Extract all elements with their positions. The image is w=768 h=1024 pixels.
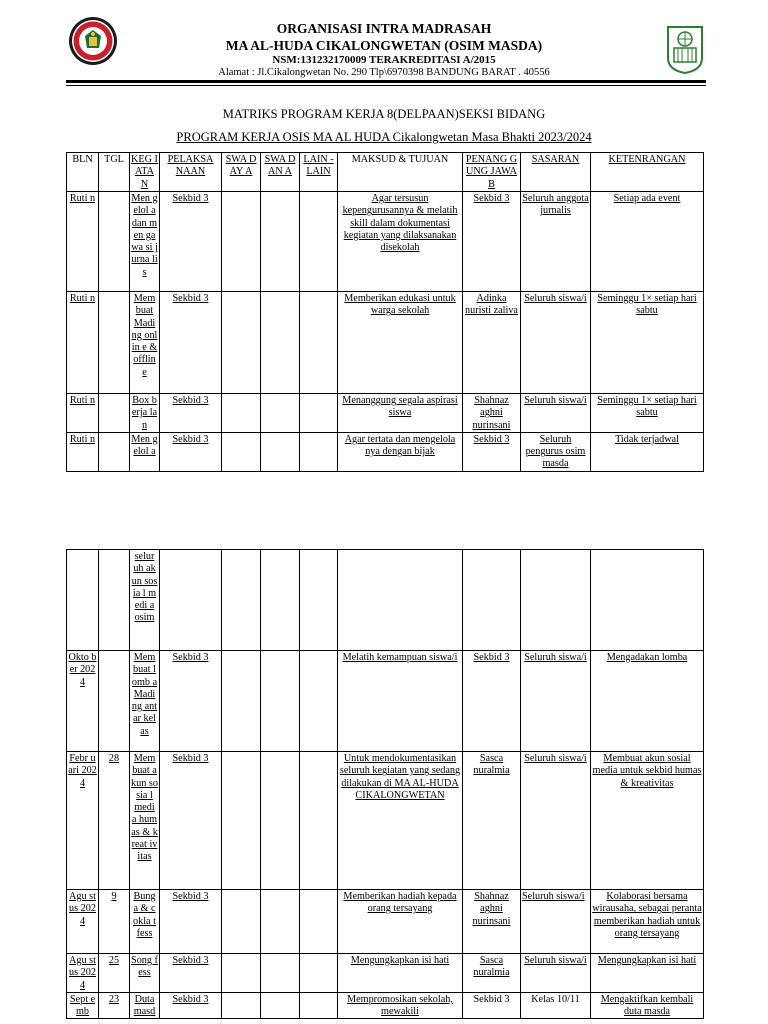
cell-keterangan: Kolaborasi bersama wirausaha, sebagai peranta memberikan hadiah untuk orang tersayang bbox=[591, 890, 704, 954]
cell-kegiatan: Duta masd bbox=[130, 992, 160, 1019]
cell-swadaya bbox=[222, 752, 261, 890]
school-name: MA AL-HUDA CIKALONGWETAN (OSIM MASDA) bbox=[225, 38, 543, 53]
cell-swadana bbox=[261, 890, 300, 954]
cell-pelaksanaan: Sekbid 3 bbox=[160, 954, 222, 993]
table-row bbox=[67, 651, 704, 752]
col-header-sasaran: SASARAN bbox=[521, 153, 591, 192]
cell-swadaya bbox=[222, 432, 261, 471]
cell-pelaksanaan: Sekbid 3 bbox=[160, 992, 222, 1019]
organization-title: ORGANISASI INTRA MADRASAH bbox=[276, 21, 492, 36]
cell-lain bbox=[300, 192, 338, 292]
cell-sasaran: Seluruh siswa/i bbox=[521, 954, 591, 993]
cell-swadaya bbox=[222, 550, 261, 651]
cell-keterangan: Seminggu 1× setiap hari sabtu bbox=[591, 394, 704, 433]
cell-kegiatan: Song fess bbox=[130, 954, 160, 993]
cell-penanggung: Sekbid 3 bbox=[463, 192, 521, 292]
cell-sasaran: Seluruh siswa/i bbox=[521, 890, 591, 954]
program-table-page-2 bbox=[66, 549, 704, 1019]
col-header-lain: LAIN - LAIN bbox=[300, 153, 338, 192]
cell-penanggung: Sasca nuralmia bbox=[463, 752, 521, 890]
cell-swadana bbox=[261, 752, 300, 890]
cell-maksud: Melatih kemampuan siswa/i bbox=[338, 651, 463, 752]
table-row bbox=[67, 954, 704, 993]
table-row bbox=[67, 752, 704, 890]
cell-sasaran: Seluruh anggota jurnalis bbox=[521, 192, 591, 292]
cell-pelaksanaan: Sekbid 3 bbox=[160, 394, 222, 433]
cell-bln: Sept emb bbox=[67, 992, 99, 1019]
cell-maksud: Mempromosikan sekolah, mewakili bbox=[338, 992, 463, 1019]
cell-keterangan: Seminggu 1× setiap hari sabtu bbox=[591, 292, 704, 394]
cell-pelaksanaan: Sekbid 3 bbox=[160, 890, 222, 954]
cell-pelaksanaan: Sekbid 3 bbox=[160, 192, 222, 292]
cell-sasaran: Seluruh siswa/i bbox=[521, 752, 591, 890]
cell-swadana bbox=[261, 954, 300, 993]
cell-maksud: Mengungkapkan isi hati bbox=[338, 954, 463, 993]
cell-swadaya bbox=[222, 651, 261, 752]
cell-sasaran: Kelas 10/11 bbox=[521, 992, 591, 1019]
cell-swadaya bbox=[222, 192, 261, 292]
table-row bbox=[67, 394, 704, 433]
document-subtitle: PROGRAM KERJA OSIS MA AL HUDA Cikalongwetan Masa Bhakti 2023/2024 bbox=[176, 130, 592, 144]
cell-bln: Ruti n bbox=[67, 292, 99, 394]
cell-keterangan: Mengadakan lomba bbox=[591, 651, 704, 752]
cell-swadana bbox=[261, 292, 300, 394]
cell-lain bbox=[300, 651, 338, 752]
cell-swadana bbox=[261, 651, 300, 752]
cell-swadaya bbox=[222, 394, 261, 433]
table-row bbox=[67, 550, 704, 651]
cell-keterangan bbox=[591, 550, 704, 651]
cell-bln bbox=[67, 550, 99, 651]
cell-sasaran: Seluruh siswa/i bbox=[521, 394, 591, 433]
col-header-maksud: MAKSUD & TUJUAN bbox=[338, 153, 463, 192]
cell-kegiatan: Mem buat lomb a Madi ng antar kelas bbox=[130, 651, 160, 752]
cell-tgl bbox=[99, 192, 130, 292]
cell-lain bbox=[300, 292, 338, 394]
cell-swadaya bbox=[222, 992, 261, 1019]
cell-penanggung: Shahnaz aghni nurinsani bbox=[463, 890, 521, 954]
col-header-keterangan: KETENRANGAN bbox=[591, 153, 704, 192]
document-title: MATRIKS PROGRAM KERJA 8(DELPAAN)SEKSI BIDANG bbox=[222, 107, 546, 121]
cell-lain bbox=[300, 394, 338, 433]
cell-penanggung: Shahnaz aghni nurinsani bbox=[463, 394, 521, 433]
cell-pelaksanaan: Sekbid 3 bbox=[160, 292, 222, 394]
cell-swadaya bbox=[222, 954, 261, 993]
cell-keterangan: Membuat akun sosial media untuk sekbid humas & kreativitas bbox=[591, 752, 704, 890]
cell-penanggung: Sekbid 3 bbox=[463, 992, 521, 1019]
cell-swadana bbox=[261, 992, 300, 1019]
cell-maksud: Memberikan edukasi untuk warga sekolah bbox=[338, 292, 463, 394]
cell-lain bbox=[300, 890, 338, 954]
cell-tgl bbox=[99, 550, 130, 651]
cell-tgl bbox=[99, 432, 130, 471]
cell-kegiatan: Men gelol a bbox=[130, 432, 160, 471]
cell-keterangan: Setiap ada event bbox=[591, 192, 704, 292]
table-row bbox=[67, 432, 704, 471]
cell-keterangan: Mengungkapkan isi hati bbox=[591, 954, 704, 993]
osim-seal-icon bbox=[68, 16, 118, 66]
cell-pelaksanaan: Sekbid 3 bbox=[160, 752, 222, 890]
madrasah-emblem-icon bbox=[664, 24, 706, 74]
cell-sasaran: Seluruh siswa/i bbox=[521, 292, 591, 394]
cell-bln: Agu stus 2024 bbox=[67, 954, 99, 993]
cell-bln: Ruti n bbox=[67, 192, 99, 292]
cell-tgl: 28 bbox=[99, 752, 130, 890]
cell-penanggung: Adinka nuristi zaliva bbox=[463, 292, 521, 394]
cell-kegiatan: selur uh akun sosia l medi a osim bbox=[130, 550, 160, 651]
cell-bln: Agu stus 2024 bbox=[67, 890, 99, 954]
cell-pelaksanaan: Sekbid 3 bbox=[160, 651, 222, 752]
cell-swadaya bbox=[222, 292, 261, 394]
cell-kegiatan: Mem buat Madi ng onlin e & offlin e bbox=[130, 292, 160, 394]
cell-bln: Ruti n bbox=[67, 432, 99, 471]
cell-maksud: Agar tersusun kepengurusannya & melatih skill dalam dokumentasi kegiatan yang dilaksanakan disekolah bbox=[338, 192, 463, 292]
cell-pelaksanaan bbox=[160, 550, 222, 651]
cell-maksud: Agar tertata dan mengelola nya dengan bijak bbox=[338, 432, 463, 471]
cell-tgl bbox=[99, 292, 130, 394]
cell-swadana bbox=[261, 432, 300, 471]
cell-sasaran: Seluruh pengurus osim masda bbox=[521, 432, 591, 471]
cell-lain bbox=[300, 992, 338, 1019]
program-table-page-1 bbox=[66, 152, 704, 472]
cell-kegiatan: Bung a & cokla t fess bbox=[130, 890, 160, 954]
table-row bbox=[67, 890, 704, 954]
cell-tgl bbox=[99, 394, 130, 433]
cell-keterangan: Mengaktifkan kembali duta masda bbox=[591, 992, 704, 1019]
cell-maksud: Memberikan hadiah kepada orang tersayang bbox=[338, 890, 463, 954]
cell-maksud: Menanggung segala aspirasi siswa bbox=[338, 394, 463, 433]
letterhead-rule-thin bbox=[66, 85, 706, 86]
cell-penanggung: Sekbid 3 bbox=[463, 432, 521, 471]
col-header-kegiatan: KEG IATA N bbox=[131, 154, 158, 190]
cell-swadana bbox=[261, 192, 300, 292]
letterhead-rule-thick bbox=[66, 80, 706, 83]
cell-tgl: 9 bbox=[99, 890, 130, 954]
cell-sasaran bbox=[521, 550, 591, 651]
cell-penanggung: Sekbid 3 bbox=[463, 651, 521, 752]
cell-keterangan: Tidak terjadwal bbox=[591, 432, 704, 471]
cell-lain bbox=[300, 954, 338, 993]
cell-maksud: Untuk mendokumentasikan seluruh kegiatan yang sedang dilakukan di MA AL-HUDA CIKALONGWETAN bbox=[338, 752, 463, 890]
col-header-swadana: SWA DAN A bbox=[261, 153, 300, 192]
cell-sasaran: Seluruh siswa/i bbox=[521, 651, 591, 752]
cell-maksud bbox=[338, 550, 463, 651]
cell-lain bbox=[300, 550, 338, 651]
cell-swadaya bbox=[222, 890, 261, 954]
cell-kegiatan: Mem buat akun sosia l medi a hum as & kreat ivitas bbox=[130, 752, 160, 890]
cell-tgl bbox=[99, 651, 130, 752]
table-row bbox=[67, 992, 704, 1019]
table-header-row bbox=[67, 153, 704, 192]
col-header-penanggung: PENANG GUNG JAWAB bbox=[463, 153, 521, 192]
cell-penanggung: Sasca nuralmia bbox=[463, 954, 521, 993]
cell-lain bbox=[300, 752, 338, 890]
col-header-bln: BLN bbox=[67, 153, 99, 192]
cell-penanggung bbox=[463, 550, 521, 651]
col-header-swadaya: SWA DAY A bbox=[222, 153, 261, 192]
cell-tgl: 23 bbox=[99, 992, 130, 1019]
cell-kegiatan: Men gelol a dan men gawa si jurna lis bbox=[130, 192, 160, 292]
cell-pelaksanaan: Sekbid 3 bbox=[160, 432, 222, 471]
cell-kegiatan: Box berja lan bbox=[130, 394, 160, 433]
cell-tgl: 25 bbox=[99, 954, 130, 993]
cell-lain bbox=[300, 432, 338, 471]
col-header-pelaksanaan: PELAKSA NAAN bbox=[160, 153, 222, 192]
cell-swadana bbox=[261, 394, 300, 433]
cell-bln: Okto ber 2024 bbox=[67, 651, 99, 752]
table-row bbox=[67, 192, 704, 292]
school-address: Alamat : Jl.Cikalongwetan No. 290 Tlp\6970398 BANDUNG BARAT . 40556 bbox=[218, 67, 550, 78]
cell-swadana bbox=[261, 550, 300, 651]
cell-bln: Ruti n bbox=[67, 394, 99, 433]
table-row bbox=[67, 292, 704, 394]
nsm-accreditation: NSM:131232170009 TERAKREDITASI A/2015 bbox=[272, 54, 496, 66]
col-header-tgl: TGL bbox=[99, 153, 130, 192]
cell-bln: Febr uari 2024 bbox=[67, 752, 99, 890]
